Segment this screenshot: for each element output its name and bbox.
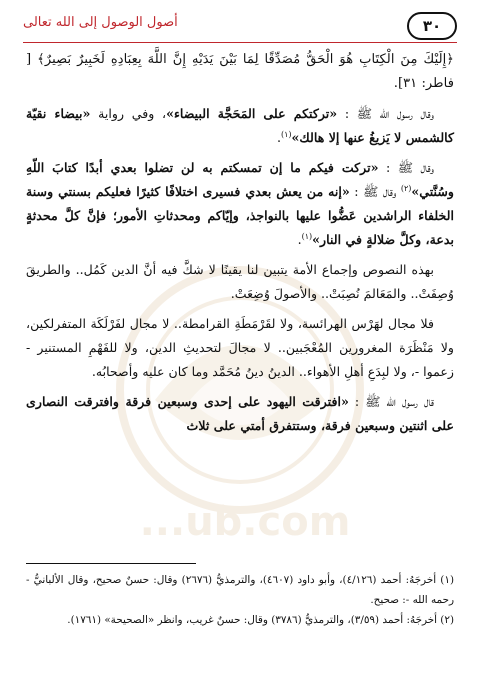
header-divider [23,42,457,43]
hadith-quote-4: «إنه من يعش بعدي فسيرى اختلافًا كثيرًا فعليكم بسنتي وسنة الخلفاء الراشدين عَضُّوا عليها بالنواجذ، وإيّاكم ومحدثاتِ الأمور؛ فإنَّ كلَّ محدثةٍ بدعة، وكلَّ ضلالةٍ في النار» [26,184,454,247]
p1-intro: وقال رسول الله ﷺ : [344,106,434,121]
paragraph-2 [26,156,454,252]
page-number: ٣٠ [422,17,442,35]
footnote-ref-3: (١) [301,231,313,241]
p2-connector: وقال ﷺ : [354,184,401,199]
running-title: أصول الوصول إلى الله تعالى [23,15,178,30]
quran-verse: ﴿إِلَيْكَ مِنَ الْكِتَابِ هُوَ الْحَقُّ مُصَدِّقًا لِمَا بَيْنَ يَدَيْهِ إِنَّ اللَّهَ بِعِبَادِهِ لَخَبِيرٌ بَصِيرٌ﴾ [ فاطر: ٣١]. [26,52,454,91]
page-number-badge [407,12,457,40]
page-body [26,48,454,442]
footnote-1: (١) أخرجَهُ: أحمد (٤/١٢٦)، وأبو داود (٤٦٠٧)، والترمذيُّ (٢٦٧٦) وقال: حسنٌ صحيح، وقال الألبانيُّ - رحمه الله -: صحيح. [26,574,454,606]
p2-end: . [297,232,302,247]
watermark-text: ...ub.com [139,499,351,545]
footnote-ref-2: (٢) [400,183,412,193]
hadith-quote-1: «تركتكم على المَحَجَّة البيضاء» [166,106,338,121]
footnote-ref-1: (١) [281,129,292,139]
footnote-divider [26,563,196,564]
p1-end: . [276,130,281,145]
paragraph-1 [26,102,454,150]
paragraph-5 [26,390,454,438]
footnotes [26,570,454,630]
p1-connector: ، وفي رواية [98,106,167,121]
hadith-quote-3: «تركت فيكم ما إن تمسكتم به لن تضلوا بعدي أبدًا كتابَ اللّهِ وسُنَّتي» [26,160,454,199]
paragraph-3: بهذه النصوص وإجماع الأمة يتبين لنا يقينًا لا شكَّ فيه أنَّ الدين كَمُل.. والطريقَ وُصِفَتْ.. والمَعَالمَ نُصِبَتْ.. والأصولَ وُضِعَتْ. [26,262,454,301]
paragraph-4: فلا مجال لهَرْس الهرائسة، ولا لقَرْمَطَةِ القرامطة.. لا مجال لفَرْلَكَة المتفرلكين، ولا مَنْظَرَة المغرورين المُعْجَبين.. لا مجالَ لتحديثِ الدين، ولا للفَهْمِ المستنير - زعموا -، ولا لبِدَعِ أهلِ الأهواء.. الدينُ دينُ مُحَمَّد وما كان عليه وأصحابُه. [26,316,454,379]
p2-intro: وقال ﷺ : [386,160,434,175]
hadith-quote-2: «بيضاء نقيّة كالشمس لا يَزيغُ عنها إلا هالك» [26,106,454,145]
footnote-2: (٢) أخرجَهُ: أحمد (٣/٥٩)، والترمذيُّ (٣٧٨٦) وقال: حسنٌ غريب، وانظر «الصحيحة» (١٧٦١). [67,614,454,626]
hadith-quote-5: «افترقت اليهود على إحدى وسبعين فرقة وافترقت النصارى على اثنتين وسبعين فرقة، وستتفرق أمتي على ثلاث [26,394,454,433]
page-header [23,9,457,43]
p5-intro: قال رسول الله ﷺ : [354,394,435,409]
